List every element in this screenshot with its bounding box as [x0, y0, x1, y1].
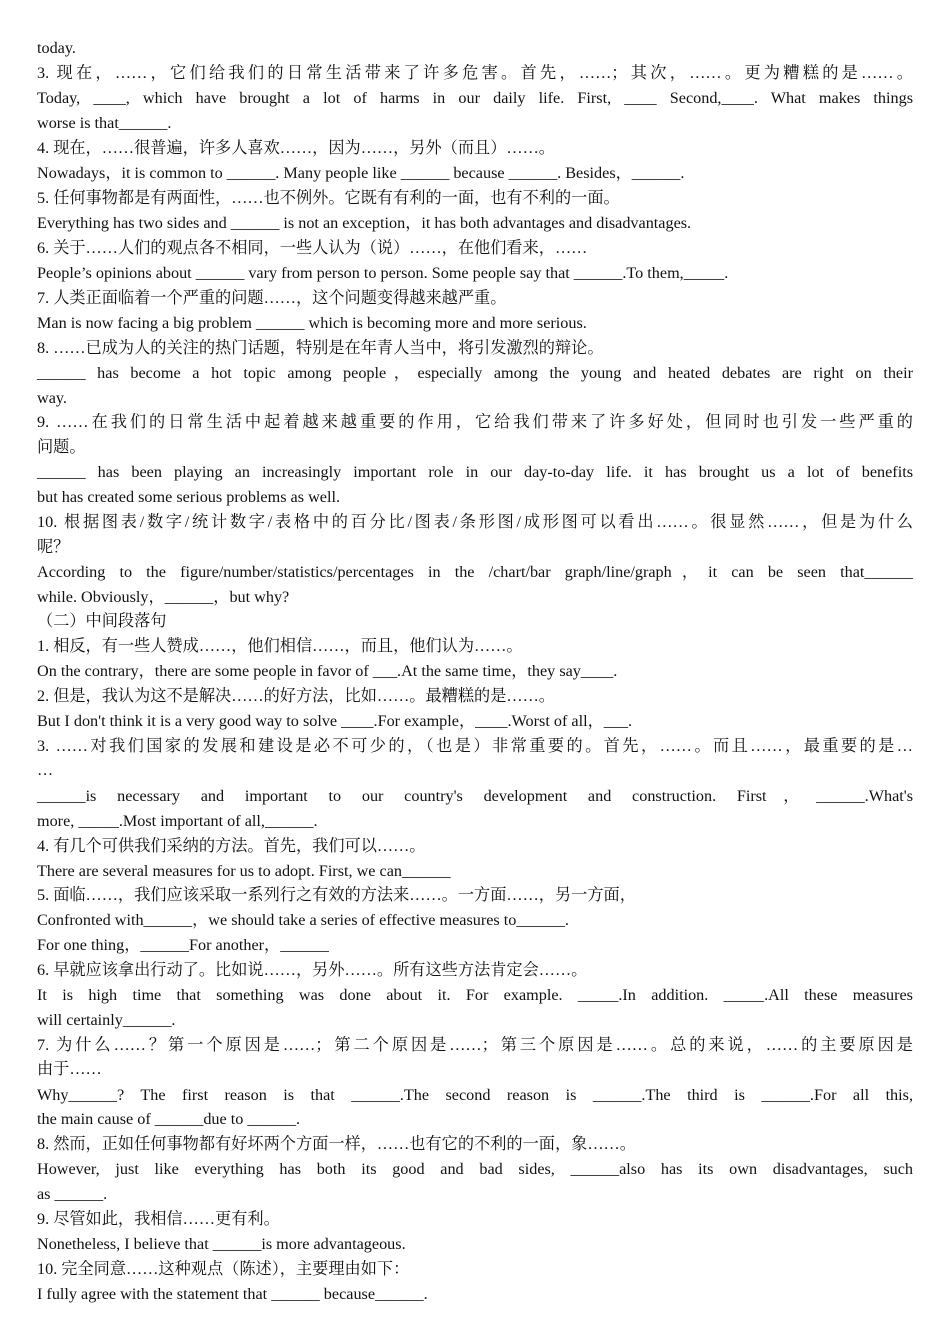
- text-line: People’s opinions about ______ vary from person to person. Some people say that ______.To them,_____.: [37, 264, 729, 282]
- text-line: According to the figure/number/statistics/percentages in the /chart/bar graph/line/graph，it can be seen that______: [37, 563, 913, 581]
- text-line: 3. ……对我们国家的发展和建设是必不可少的，（也是）非常重要的。首先，……。而且……，最重要的是…: [37, 737, 913, 755]
- text-line: Everything has two sides and ______ is not an exception，it has both advantages and disadvantages.: [37, 214, 692, 232]
- text-line: more, _____.Most important of all,______.: [37, 812, 318, 830]
- text-line: 8. 然而，正如任何事物都有好坏两个方面一样，……也有它的不利的一面，象……。: [37, 1135, 636, 1153]
- text-line: But I don't think it is a very good way to solve ____.For example，____.Worst of all，___.: [37, 712, 633, 730]
- section-heading: （二）中间段落句: [37, 612, 167, 630]
- text-line: 5. 任何事物都是有两面性，……也不例外。它既有有利的一面，也有不利的一面。: [37, 189, 620, 207]
- text-line: 问题。: [37, 438, 86, 456]
- text-line: but has created some serious problems as well.: [37, 488, 340, 506]
- text-line: 10. 完全同意……这种观点（陈述），主要理由如下：: [37, 1260, 410, 1278]
- text-line: I fully agree with the statement that ______ because______.: [37, 1285, 428, 1303]
- text-line: Confronted with______，we should take a series of effective measures to______.: [37, 911, 569, 929]
- text-line: ______ has been playing an increasingly important role in our day-to-day life. it has brought us a lot of benefits: [37, 463, 913, 481]
- text-line: the main cause of ______due to ______.: [37, 1110, 300, 1128]
- text-line: For one thing，______For another，______: [37, 936, 329, 954]
- text-line: 1. 相反，有一些人赞成……，他们相信……，而且，他们认为……。: [37, 637, 523, 655]
- text-line: On the contrary，there are some people in favor of ___.At the same time，they say____.: [37, 662, 618, 680]
- text-line: ______ has become a hot topic among people，especially among the young and heated debates are right on their: [37, 364, 913, 382]
- text-line: 4. 现在，……很普遍，许多人喜欢……，因为……，另外（而且）……。: [37, 139, 555, 157]
- text-line: 6. 关于……人们的观点各不相同，一些人认为（说）……，在他们看来，……: [37, 239, 588, 257]
- text-line: …: [37, 761, 54, 779]
- text-line: as ______.: [37, 1185, 108, 1203]
- text-line: 呢？: [37, 538, 70, 556]
- text-line: 10. 根据图表/数字/统计数字/表格中的百分比/图表/条形图/成形图可以看出……。很显然……，但是为什么: [37, 513, 913, 531]
- text-line: will certainly______.: [37, 1011, 176, 1029]
- text-line: worse is that______.: [37, 114, 172, 132]
- text-line: Why______? The first reason is that ______.The second reason is ______.The third is ______.For all this,: [37, 1086, 913, 1104]
- text-line: However, just like everything has both its good and bad sides, ______also has its own disadvantages, such: [37, 1160, 913, 1178]
- text-line: 4. 有几个可供我们采纳的方法。首先，我们可以……。: [37, 837, 426, 855]
- text-line: way.: [37, 389, 67, 407]
- text-line: 7. 为什么……？第一个原因是……；第二个原因是……；第三个原因是……。总的来说，……的主要原因是: [37, 1036, 913, 1054]
- text-line: Nonetheless, I believe that ______is more advantageous.: [37, 1235, 406, 1253]
- text-line: Nowadays，it is common to ______. Many people like ______ because ______. Besides，______.: [37, 164, 685, 182]
- text-line: 由于……: [37, 1060, 102, 1078]
- text-line: ______is necessary and important to our country's development and construction. First，______.What's: [37, 787, 913, 805]
- text-line: 6. 早就应该拿出行动了。比如说……，另外……。所有这些方法肯定会……。: [37, 961, 588, 979]
- text-line: while. Obviously，______，but why?: [37, 588, 290, 606]
- text-line: 8. ……已成为人的关注的热门话题，特别是在年青人当中，将引发激烈的辩论。: [37, 339, 604, 357]
- text-line: 9. 尽管如此，我相信……更有利。: [37, 1210, 280, 1228]
- text-line: 7. 人类正面临着一个严重的问题……，这个问题变得越来越严重。: [37, 289, 507, 307]
- text-line: 9. ……在我们的日常生活中起着越来越重要的作用，它给我们带来了许多好处，但同时也引发一些严重的: [37, 413, 913, 431]
- text-line: Man is now facing a big problem ______ which is becoming more and more serious.: [37, 314, 587, 332]
- text-line: It is high time that something was done about it. For example. _____.In addition. _____.All these measures: [37, 986, 913, 1004]
- text-line: Today, ____, which have brought a lot of harms in our daily life. First, ____ Second,____. What makes things: [37, 89, 913, 107]
- text-line: 5. 面临……，我们应该采取一系列行之有效的方法来……。一方面……，另一方面，: [37, 886, 636, 904]
- text-line: 2. 但是，我认为这不是解决……的好方法，比如……。最糟糕的是……。: [37, 687, 555, 705]
- text-line: 3. 现在，……，它们给我们的日常生活带来了许多危害。首先，……；其次，……。更为糟糕的是……。: [37, 64, 913, 82]
- text-line: today.: [37, 39, 76, 57]
- text-line: There are several measures for us to adopt. First, we can______: [37, 862, 451, 880]
